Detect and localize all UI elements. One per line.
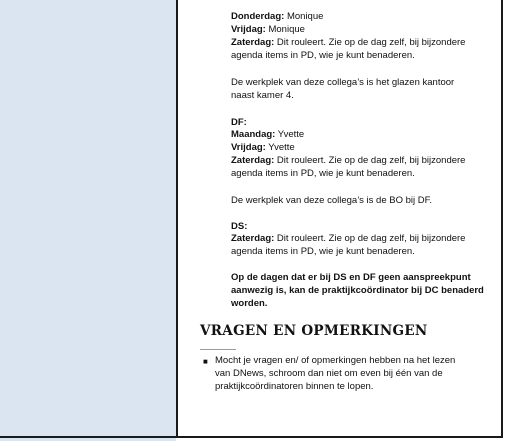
bottom-border <box>0 436 503 438</box>
saturday-line <box>231 37 465 49</box>
ds-note-line <box>231 298 267 310</box>
df-workplace-line: De werkplek van deze collega’s is de BO bij DF. <box>231 195 433 206</box>
day-label: Vrijdag: <box>231 142 266 153</box>
day-value: Monique <box>265 24 305 35</box>
right-border <box>501 0 503 438</box>
note-text: worden. <box>231 298 268 309</box>
note-text: Op de dagen dat er bij DS en DF geen aanspreekpunt <box>231 272 471 283</box>
ds-note-line <box>231 272 471 284</box>
bullet-text-line: Mocht je vragen en/ of opmerkingen hebben na het lezen <box>215 355 456 366</box>
day-value: Dit rouleert. Zie op de dag zelf, bij bijzondere <box>274 155 466 166</box>
day-label: Vrijdag: <box>231 24 266 35</box>
bullet-text-line: van DNews, schroom dan niet om even bij één van de <box>215 368 443 379</box>
ds-note-line <box>231 285 484 297</box>
ds-saturday-line-cont: agenda items in PD, wie je kunt benaderen. <box>231 246 415 257</box>
section-label: DS: <box>231 221 248 232</box>
day-label: Zaterdag: <box>231 37 275 48</box>
day-label: Maandag: <box>231 129 276 140</box>
workplace-line-cont: naast kamer 4. <box>231 90 294 101</box>
day-label: Donderdag: <box>231 11 285 22</box>
day-value: Yvette <box>275 129 305 140</box>
bullet-text-line: praktijkcoördinatoren binnen te lopen. <box>215 381 374 392</box>
ds-heading <box>231 221 247 233</box>
thursday-line <box>231 11 323 23</box>
heading-underline <box>200 349 236 350</box>
day-label: Zaterdag: <box>231 233 275 244</box>
df-saturday-line-cont: agenda items in PD, wie je kunt benaderen. <box>231 168 415 179</box>
df-heading <box>231 117 247 129</box>
section-heading: VRAGEN EN OPMERKINGEN <box>200 323 428 339</box>
column-separator <box>176 0 178 438</box>
day-value: Dit rouleert. Zie op de dag zelf, bij bijzondere <box>274 37 466 48</box>
day-value: Monique <box>284 11 324 22</box>
bullet-icon: ■ <box>203 357 208 366</box>
friday-line <box>231 24 305 36</box>
left-sidebar-column <box>0 0 176 438</box>
note-text: aanwezig is, kan de praktijkcoördinator bij DC benaderd <box>231 285 484 296</box>
day-value: Dit rouleert. Zie op de dag zelf, bij bijzondere <box>274 233 466 244</box>
df-friday-line <box>231 142 295 154</box>
section-label: DF: <box>231 117 247 128</box>
day-label: Zaterdag: <box>231 155 275 166</box>
ds-saturday-line <box>231 233 465 245</box>
workplace-line: De werkplek van deze collega’s is het glazen kantoor <box>231 77 455 88</box>
df-monday-line <box>231 129 304 141</box>
df-saturday-line <box>231 155 465 167</box>
day-value: Yvette <box>265 142 295 153</box>
saturday-line-cont: agenda items in PD, wie je kunt benaderen. <box>231 50 415 61</box>
